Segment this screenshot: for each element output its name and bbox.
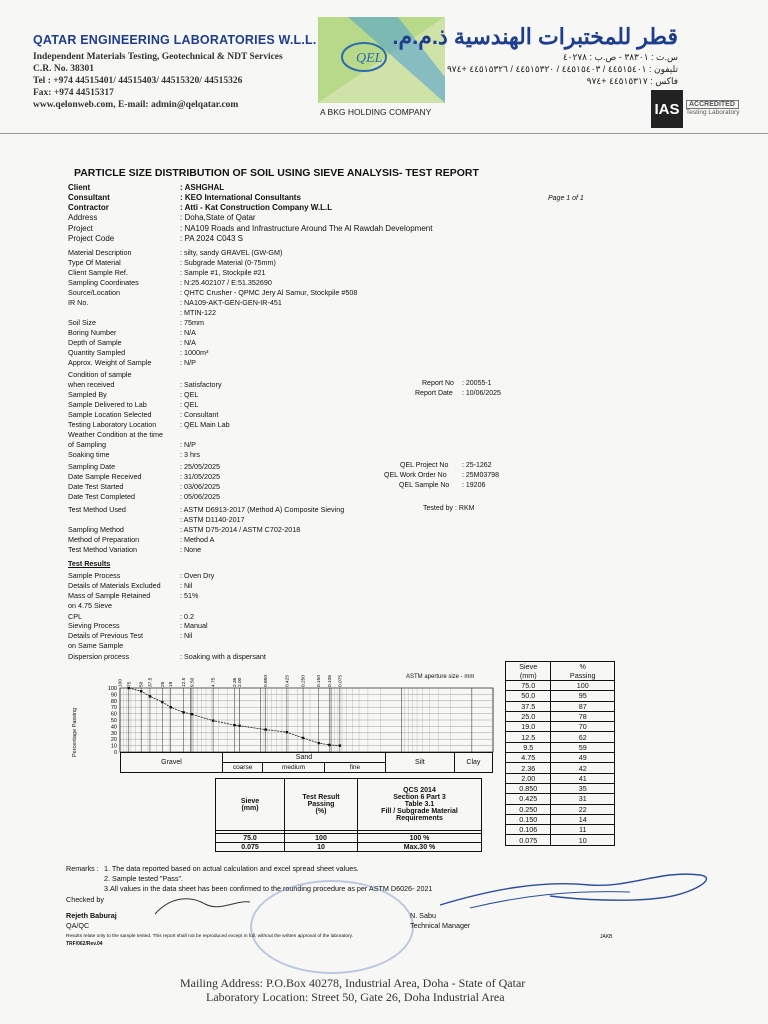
variation-label: Test Method Variation — [68, 545, 137, 554]
testing-lab-label: Testing Laboratory Location — [68, 420, 157, 429]
passing-cell: 42 — [551, 763, 615, 773]
chart-ylabel: Percentage Passing — [72, 707, 78, 757]
qel-sample-value: : 19206 — [462, 482, 486, 489]
sieve-size-cell: 9.5 — [506, 742, 551, 752]
y-tick-label: 40 — [110, 724, 117, 731]
consultant-label: Consultant — [68, 193, 110, 202]
top-tick-label: 100 — [118, 678, 124, 687]
y-tick-label: 70 — [110, 705, 117, 712]
top-tick-label: 0.106 — [327, 674, 333, 687]
form-number: TRF/062/Rev.04 — [66, 941, 103, 947]
class-fine: fine — [324, 763, 385, 773]
passing-cell: 22 — [551, 804, 615, 814]
qel-sample-label: QEL Sample No — [399, 482, 450, 489]
dispersion-label: Dispersion process — [68, 652, 130, 661]
report-date-label: Report Date — [415, 390, 453, 397]
top-tick-label: 25 — [160, 681, 166, 687]
previous-value: : Nil — [180, 631, 193, 640]
sieve-size-cell: 0.250 — [506, 804, 551, 814]
coords-value: : N:25.402107 / E:51.352690 — [180, 278, 272, 287]
initials: JAKB — [600, 934, 613, 940]
passing-cell: 49 — [551, 753, 615, 763]
data-point — [238, 725, 240, 727]
qel-project-value: : 25-1262 — [462, 462, 492, 469]
excluded-value: : Nil — [180, 581, 193, 590]
sieve-size-cell: 25.0 — [506, 711, 551, 721]
report-no-value: : 20055-1 — [462, 380, 492, 387]
class-sand: Sand — [222, 753, 385, 763]
source-label: Source/Location — [68, 288, 120, 297]
client-sample-label: Client Sample Ref. — [68, 268, 128, 277]
sieve-row — [506, 773, 615, 783]
req-row: 75.0 100 100 % — [216, 834, 482, 843]
excluded-label: Details of Materials Excluded — [68, 581, 161, 590]
passing-cell: 41 — [551, 773, 615, 783]
top-tick-label: 37.5 — [148, 677, 154, 687]
project-value: : NA109 Roads and Infrastructure Around The Al Rawdah Development — [180, 224, 433, 233]
laboratory-stamp — [250, 880, 414, 974]
class-gravel: Gravel — [121, 753, 223, 773]
received-label: Date Sample Received — [68, 472, 142, 481]
qel-project-label: QEL Project No — [400, 462, 449, 469]
sieve-size-cell: 0.075 — [506, 835, 551, 845]
sieve-size-cell: 75.0 — [506, 681, 551, 691]
sieve-row — [506, 804, 615, 814]
sampling-method-label: Sampling Method — [68, 525, 124, 534]
address-label: Address — [68, 213, 98, 222]
classification-table — [120, 752, 493, 773]
condition-value: : Satisfactory — [180, 380, 222, 389]
sieve-row — [506, 825, 615, 835]
fax: Fax: +974 44515317 — [33, 88, 114, 98]
qaqc-signature — [150, 892, 260, 922]
soil-size-value: : 75mm — [180, 318, 204, 327]
sieve-row — [506, 814, 615, 824]
completed-label: Date Test Completed — [68, 492, 135, 501]
data-point — [182, 711, 184, 713]
remark-1: 1. The data reported based on actual calculation and excel spread sheet values. — [104, 864, 359, 873]
remark-2: 2. Sample tested "Pass". — [104, 874, 184, 883]
passing-cell: 70 — [551, 722, 615, 732]
delivered-value: : QEL — [180, 400, 199, 409]
passing-cell: 62 — [551, 732, 615, 742]
y-tick-label: 60 — [110, 711, 117, 718]
client-value: : ASHGHAL — [180, 183, 225, 192]
started-label: Date Test Started — [68, 482, 124, 491]
sampling-date-value: : 25/05/2025 — [180, 462, 220, 471]
sieve-row — [506, 701, 615, 711]
sieve-size-cell: 0.850 — [506, 783, 551, 793]
dispersion-value: : Soaking with a dispersant — [180, 652, 266, 661]
data-point — [286, 731, 288, 733]
weather-label-1: Weather Condition at the time — [68, 430, 163, 439]
remark-3: 3.All values in the data sheet has been confirmed to the rounding procedure as per ASTM D6026- 2021 — [104, 884, 433, 893]
ir-label: IR No. — [68, 298, 89, 307]
soaking-value: : 3 hrs — [180, 450, 200, 459]
data-point — [339, 744, 341, 746]
prep-value: : Method A — [180, 535, 215, 544]
depth-label: Depth of Sample — [68, 338, 122, 347]
condition-label-1: Condition of sample — [68, 370, 132, 379]
ir-value: : NA109-AKT-GEN-GEN-IR-451 — [180, 298, 282, 307]
sieve-size-cell: 2.00 — [506, 773, 551, 783]
method-value-2: : ASTM D1140-2017 — [180, 515, 245, 524]
sampled-by-label: Sampled By — [68, 390, 107, 399]
sieve-row — [506, 711, 615, 721]
material-desc-value: : silty, sandy GRAVEL (GW-GM) — [180, 248, 283, 257]
contractor-value: : Atti - Kat Construction Company W.L.L — [180, 203, 333, 212]
sample-process-value: : Oven Dry — [180, 571, 215, 580]
previous-label-1: Details of Previous Test — [68, 631, 143, 640]
sieve-row — [506, 742, 615, 752]
coords-label: Sampling Coordinates — [68, 278, 139, 287]
location-selected-value: : Consultant — [180, 410, 219, 419]
type-material-value: : Subgrade Material (0-75mm) — [180, 258, 276, 267]
y-tick-label: 90 — [110, 692, 117, 699]
previous-label-2: on Same Sample — [68, 641, 124, 650]
approx-weight-value: : N/P — [180, 358, 196, 367]
checker-role: QA/QC — [66, 921, 90, 930]
data-point — [318, 742, 320, 744]
quantity-value: : 1000m³ — [180, 348, 209, 357]
weather-value: : N/P — [180, 440, 196, 449]
consultant-value: : KEO International Consultants — [180, 193, 301, 202]
sieve-row — [506, 681, 615, 691]
sieve-row — [506, 691, 615, 701]
sieve-size-cell: 4.75 — [506, 753, 551, 763]
page-number: Page 1 of 1 — [548, 195, 584, 202]
weather-label-2: of Sampling — [68, 440, 106, 449]
passing-cell: 31 — [551, 794, 615, 804]
disclaimer: Results relate only to the sample tested. This report shall not be reproduced except in full, without the written approval of the laboratory. — [66, 934, 353, 939]
sieve-row — [506, 835, 615, 845]
qel-work-value: : 25M03798 — [462, 472, 499, 479]
passing-cell: 59 — [551, 742, 615, 752]
req-col-spec: QCS 2014 Section 6 Part 3 Table 3.1 Fill / Subgrade Material Requirements — [358, 779, 482, 831]
chart-xlabel: ASTM aperture size - mm — [406, 674, 475, 680]
telephone: Tel : +974 44515401/ 44515403/ 44515320/ 44515326 — [33, 76, 243, 86]
laboratory-location: Laboratory Location: Street 50, Gate 26, Doha Industrial Area — [206, 990, 505, 1004]
passing-header: % Passing — [551, 662, 615, 681]
data-point — [149, 695, 151, 697]
passing-cell: 95 — [551, 691, 615, 701]
manager-name: N. Sabu — [410, 911, 436, 920]
passing-cell: 10 — [551, 835, 615, 845]
arabic-cr: س.ت : ٣٨٣٠١ - ص.ب : ٤٠٢٧٨ — [562, 52, 678, 62]
approx-weight-label: Approx. Weight of Sample — [68, 358, 152, 367]
class-coarse: coarse — [222, 763, 262, 773]
client-label: Client — [68, 183, 91, 192]
web-email: www.qelonweb.com, E-mail: admin@qelqatar.com — [33, 100, 239, 110]
company-subtitle: Independent Materials Testing, Geotechnical & NDT Services — [33, 52, 283, 62]
sieve-size-cell: 50.0 — [506, 691, 551, 701]
ias-accredited: ACCREDITED Testing Laboratory — [686, 101, 740, 116]
data-point — [212, 719, 214, 721]
passing-cell: 14 — [551, 814, 615, 824]
variation-value: : None — [180, 545, 202, 554]
passing-cell: 87 — [551, 701, 615, 711]
sieving-label: Sieving Process — [68, 621, 120, 630]
y-tick-label: 80 — [110, 698, 117, 705]
contractor-label: Contractor — [68, 203, 109, 212]
quantity-label: Quantity Sampled — [68, 348, 126, 357]
top-tick-label: 50 — [139, 681, 145, 687]
project-code-value: : PA 2024 C043 S — [180, 234, 244, 243]
sieve-size-cell: 12.5 — [506, 732, 551, 742]
y-tick-label: 100 — [107, 686, 117, 692]
remarks-label: Remarks : — [66, 864, 99, 873]
report-title: PARTICLE SIZE DISTRIBUTION OF SOIL USING SIEVE ANALYSIS- TEST REPORT — [74, 167, 479, 179]
completed-value: : 05/06/2025 — [180, 492, 220, 501]
test-results-heading: Test Results — [68, 559, 111, 568]
data-point — [128, 687, 130, 689]
y-tick-label: 30 — [110, 730, 117, 737]
top-tick-label: 2.36 — [232, 677, 238, 687]
mtin-value: : MTIN-122 — [180, 308, 216, 317]
header-divider — [0, 133, 768, 134]
y-tick-label: 10 — [110, 743, 117, 750]
sieve-size-cell: 0.150 — [506, 814, 551, 824]
class-silt: Silt — [385, 753, 454, 773]
arabic-company-name: قطر للمختبرات الهندسية ذ.م.م. — [392, 24, 678, 49]
sieve-size-cell: 19.0 — [506, 722, 551, 732]
sieve-row — [506, 763, 615, 773]
sieve-row — [506, 732, 615, 742]
company-name: QATAR ENGINEERING LABORATORIES W.L.L. — [33, 33, 317, 47]
material-desc-label: Material Description — [68, 248, 132, 257]
cp-label: CPL — [68, 612, 82, 621]
sampling-method-value: : ASTM D75-2014 / ASTM C702-2018 — [180, 525, 301, 534]
sieve-row — [506, 722, 615, 732]
top-tick-label: 19 — [169, 681, 175, 687]
top-tick-label: 0.425 — [285, 674, 291, 687]
checked-by-label: Checked by — [66, 895, 104, 904]
source-value: : QHTC Crusher - QPMC Jery Al Samur, Stockpile #508 — [180, 288, 358, 297]
sampled-by-value: : QEL — [180, 390, 199, 399]
arabic-tel: تليفون : ٤٤٥١٥٤٠١ / ٤٤٥١٥٤٠٣ / ٤٤٥١٥٣٢٠ / ٤٤٥١٥٣٢٦ +٩٧٤ — [446, 64, 678, 74]
sieve-row — [506, 783, 615, 793]
class-clay: Clay — [466, 759, 481, 766]
req-row: 0.075 10 Max.30 % — [216, 843, 482, 852]
data-point — [233, 724, 235, 726]
passing-cell: 11 — [551, 825, 615, 835]
top-tick-label: 0.850 — [264, 674, 270, 687]
top-tick-label: 9.50 — [190, 677, 196, 687]
top-tick-label: 0.150 — [317, 674, 323, 687]
sieve-size-cell: 37.5 — [506, 701, 551, 711]
data-point — [264, 728, 266, 730]
top-tick-label: 0.075 — [338, 674, 344, 687]
checker-name: Rejeth Baburaj — [66, 911, 117, 920]
data-point — [302, 737, 304, 739]
sieve-row — [506, 794, 615, 804]
location-selected-label: Sample Location Selected — [68, 410, 152, 419]
sieve-table — [505, 661, 615, 846]
sampling-date-label: Sampling Date — [68, 462, 116, 471]
condition-label-2: when received — [68, 380, 115, 389]
ias-logo: IAS — [651, 90, 683, 128]
top-tick-label: 75 — [127, 681, 133, 687]
logo-text: QEL — [356, 51, 383, 66]
address-value: : Doha,State of Qatar — [180, 213, 256, 222]
project-label: Project — [68, 224, 93, 233]
started-value: : 03/06/2025 — [180, 482, 220, 491]
data-point — [170, 706, 172, 708]
passing-cell: 35 — [551, 783, 615, 793]
technical-manager-signature — [430, 860, 730, 920]
retained-value: : 51% — [180, 591, 199, 600]
sample-process-label: Sample Process — [68, 571, 121, 580]
sieve-size-cell: 0.106 — [506, 825, 551, 835]
tested-by-label: Tested by — [423, 505, 453, 512]
type-material-label: Type Of Material — [68, 258, 121, 267]
sieve-row — [506, 753, 615, 763]
manager-role: Technical Manager — [410, 921, 471, 930]
method-value-1: : ASTM D6913-2017 (Method A) Composite Sieving — [180, 505, 345, 514]
client-sample-value: : Sample #1, Stockpile #21 — [180, 268, 266, 277]
top-tick-label: 12.5 — [182, 677, 188, 687]
received-value: : 31/05/2025 — [180, 472, 220, 481]
data-point — [191, 713, 193, 715]
data-point — [328, 744, 330, 746]
tested-by-value: : RKM — [455, 505, 475, 512]
qel-work-label: QEL Work Order No — [384, 472, 447, 479]
data-point — [161, 701, 163, 703]
top-tick-label: 4.75 — [211, 677, 217, 687]
sieve-size-cell: 0.425 — [506, 794, 551, 804]
arabic-fax: فاكس : ٤٤٥١٥٣١٧ +٩٧٤ — [586, 76, 678, 86]
report-date-value: : 10/06/2025 — [462, 390, 501, 397]
sieve-header: Sieve (mm) — [506, 662, 551, 681]
holding-company: A BKG HOLDING COMPANY — [320, 107, 432, 117]
testing-lab-value: : QEL Main Lab — [180, 420, 230, 429]
cp-value: : 0.2 — [180, 612, 194, 621]
class-medium: medium — [263, 763, 325, 773]
top-tick-label: 0.250 — [301, 674, 307, 687]
y-tick-label: 50 — [110, 718, 117, 724]
depth-value: : N/A — [180, 338, 196, 347]
retained-label-1: Mass of Sample Retained — [68, 591, 151, 600]
soil-size-label: Soil Size — [68, 318, 96, 327]
requirements-table — [215, 778, 482, 852]
method-label: Test Method Used — [68, 505, 126, 514]
project-code-label: Project Code — [68, 234, 115, 243]
req-col-sieve: Sieve (mm) — [216, 779, 285, 831]
y-tick-label: 20 — [110, 737, 117, 744]
mailing-address: Mailing Address: P.O.Box 40278, Industrial Area, Doha - State of Qatar — [180, 976, 526, 990]
boring-value: : N/A — [180, 328, 196, 337]
y-tick-label: 0 — [113, 750, 117, 756]
boring-label: Boring Number — [68, 328, 117, 337]
retained-label-2: on 4.75 Sieve — [68, 601, 112, 610]
cr-number: C.R. No. 38301 — [33, 64, 94, 74]
prep-label: Method of Preparation — [68, 535, 140, 544]
data-point — [140, 690, 142, 692]
passing-cell: 78 — [551, 711, 615, 721]
soaking-label: Soaking time — [68, 450, 110, 459]
passing-cell: 100 — [551, 681, 615, 691]
delivered-label: Sample Delivered to Lab — [68, 400, 147, 409]
sieve-size-cell: 2.36 — [506, 763, 551, 773]
req-col-result: Test Result Passing (%) — [285, 779, 358, 831]
report-no-label: Report No — [422, 380, 454, 387]
sieving-value: : Manual — [180, 621, 208, 630]
chart-ylabel-box — [72, 691, 84, 761]
top-tick-label: 2.00 — [238, 677, 244, 687]
